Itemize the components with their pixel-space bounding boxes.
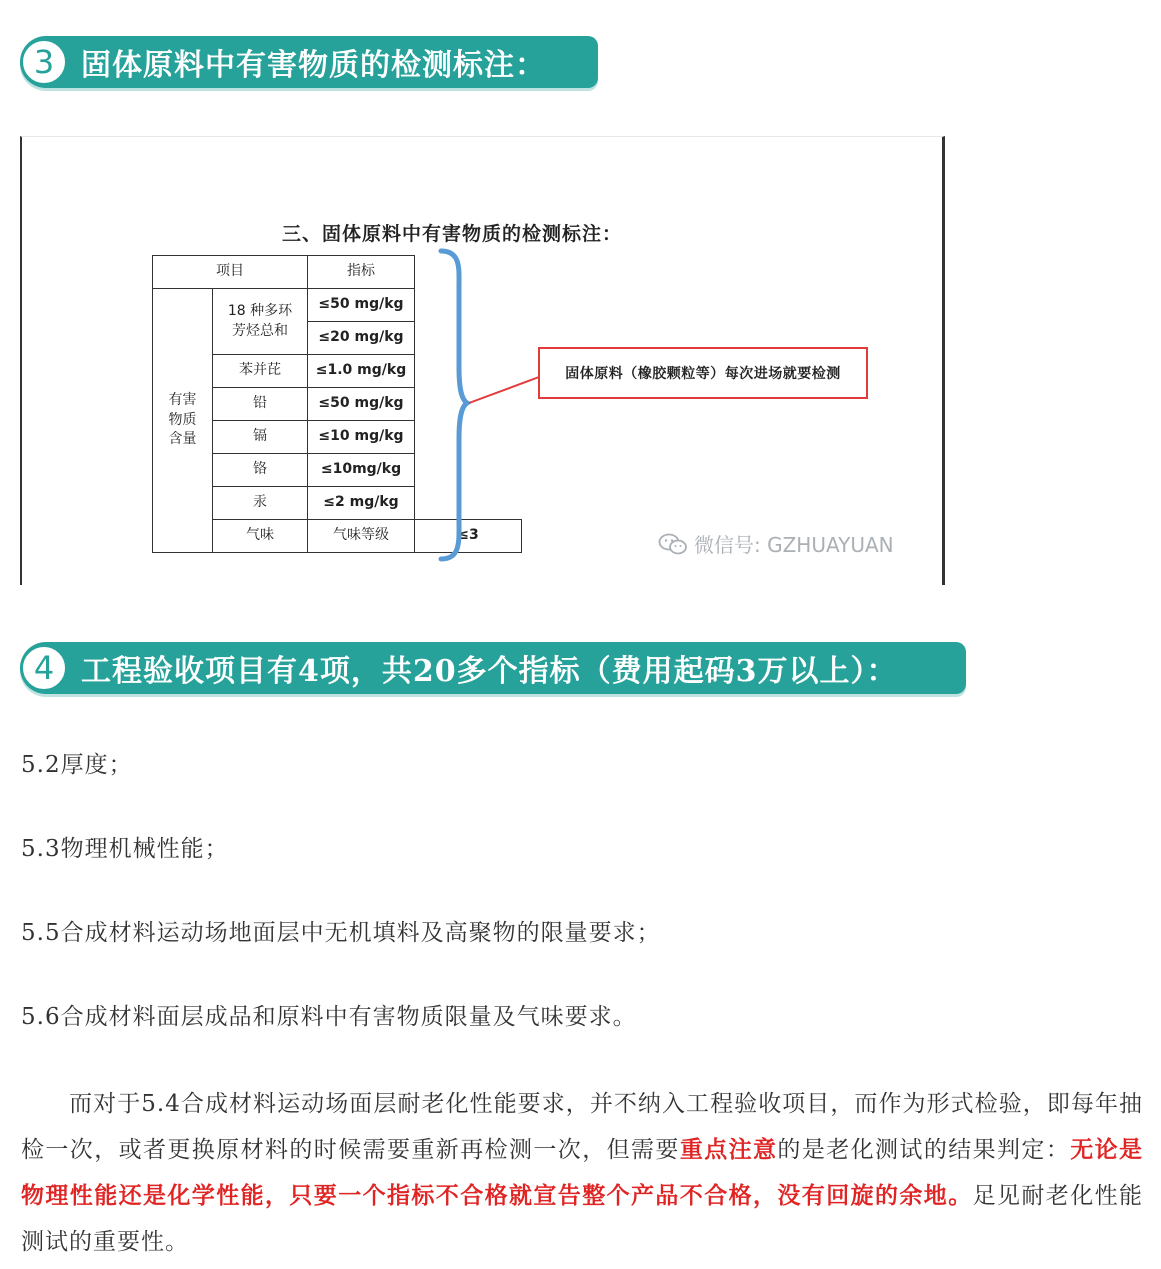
- row-value: ≤50 mg/kg: [308, 388, 415, 421]
- section-title: 工程验收项目有4项，共20多个指标（费用起码3万以上）：: [81, 654, 898, 689]
- group-harmful: [153, 289, 213, 553]
- group-harmful-label: 有害 物质 含量: [168, 392, 197, 448]
- row-value: ≤10mg/kg: [308, 454, 415, 487]
- row-name: 镉: [213, 421, 308, 454]
- callout-connector: [469, 377, 539, 403]
- pah-value-2: ≤20 mg/kg: [308, 322, 415, 355]
- figure-title: 三、固体原料中有害物质的检测标注：: [281, 223, 622, 245]
- callout-box: 固体原料（橡胶颗粒等）每次进场就要检测: [538, 347, 868, 399]
- wechat-icon: [658, 532, 688, 556]
- curly-brace: [427, 247, 547, 563]
- table-header-index: 指标: [308, 256, 415, 289]
- odor-value: ≤3: [415, 520, 522, 553]
- paragraph-text: 的是老化测试的结果判定：: [777, 1137, 1071, 1163]
- section-header-3: [20, 36, 598, 88]
- group-odor: 气味: [213, 520, 308, 553]
- section-number-badge: 3: [21, 39, 67, 85]
- watermark-text: 微信号: GZHUAYUAN: [694, 533, 894, 557]
- watermark: [658, 529, 894, 558]
- paragraph-text: 足见耐老化性能测试的重要性。: [21, 1183, 1144, 1255]
- standard-figure: [20, 136, 945, 585]
- section-number-badge: 4: [21, 645, 67, 691]
- section-title: 固体原料中有害物质的检测标注：: [81, 48, 546, 83]
- odor-name: 气味等级: [308, 520, 415, 553]
- row-value: ≤1.0 mg/kg: [308, 355, 415, 388]
- row-name: 铅: [213, 388, 308, 421]
- section-header-4: [20, 642, 966, 694]
- pah-name-cell: [213, 289, 308, 355]
- item-5-6: 5.6合成材料面层成品和原料中有害物质限量及气味要求。: [21, 1004, 637, 1030]
- row-value: ≤10 mg/kg: [308, 421, 415, 454]
- row-value: ≤2 mg/kg: [308, 487, 415, 520]
- row-name: 汞: [213, 487, 308, 520]
- emphasis-text: 无论是物理性能还是化学性能，只要一个指标不合格就宣告整个产品不合格，没有回旋的余地。: [21, 1136, 1144, 1209]
- aging-test-paragraph: [21, 1081, 1143, 1265]
- item-5-3: 5.3物理机械性能；: [21, 836, 229, 862]
- pah-name: 18 种多环 芳烃总和: [227, 302, 293, 339]
- paragraph-text: 而对于5.4合成材料运动场面层耐老化性能要求，并不纳入工程验收项目，而作为形式检验，即每年抽检一次，或者更换原材料的时候需要重新再检测一次，但需要: [21, 1091, 1143, 1163]
- table-header-item: 项目: [153, 256, 308, 289]
- item-5-2: 5.2厚度；: [21, 752, 133, 778]
- row-name: 苯并芘: [213, 355, 308, 388]
- row-name: 铬: [213, 454, 308, 487]
- pah-value-1: ≤50 mg/kg: [308, 289, 415, 322]
- item-5-5: 5.5合成材料运动场地面层中无机填料及高聚物的限量要求；: [21, 920, 661, 946]
- emphasis-text: 重点注意: [679, 1136, 778, 1163]
